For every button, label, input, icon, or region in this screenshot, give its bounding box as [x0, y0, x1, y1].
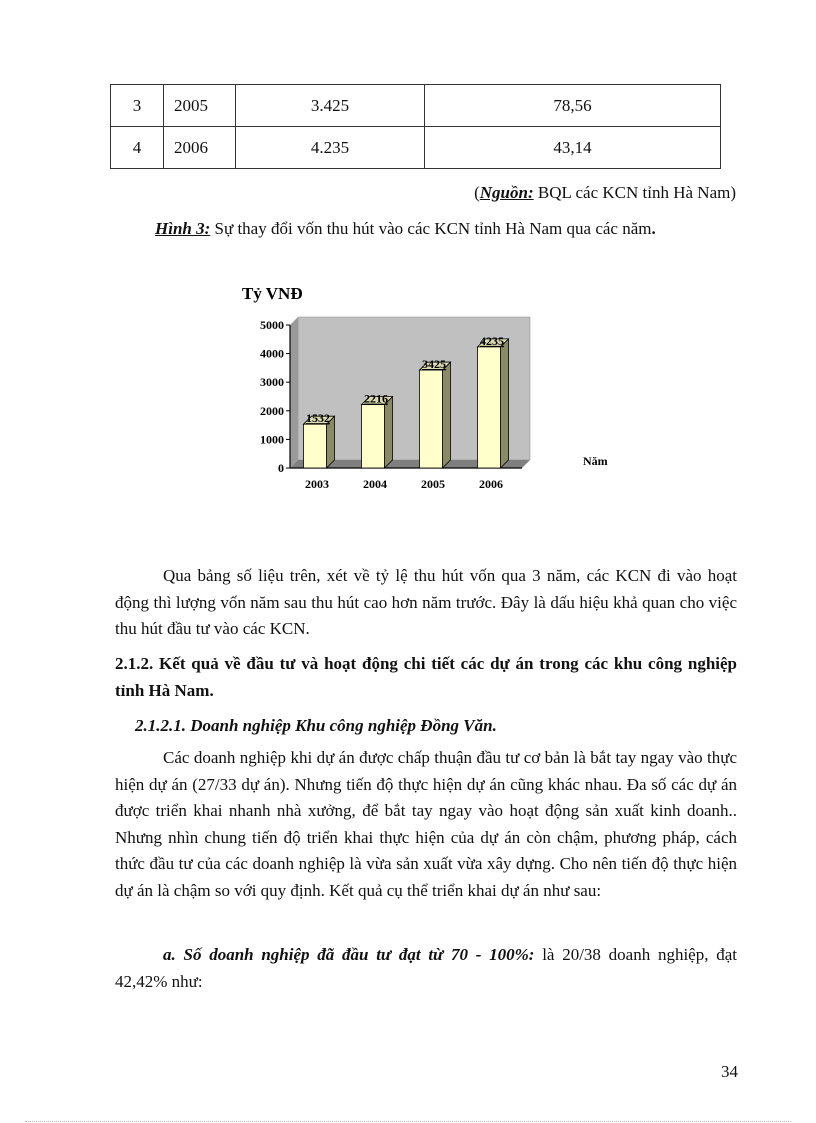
- bar-side: [443, 362, 451, 468]
- section-heading: 2.1.2. Kết quả về đầu tư và hoạt động chi tiết các dự án trong các khu công nghiệp tỉnh Hà Nam.: [115, 654, 737, 700]
- y-tick-label: 3000: [260, 375, 284, 390]
- paragraph-2: [115, 745, 737, 904]
- data-table: [110, 84, 721, 169]
- bar-side: [501, 339, 509, 468]
- cell-no: 3: [111, 85, 164, 127]
- cell-capital: 4.235: [236, 127, 425, 169]
- bar-side: [385, 397, 393, 468]
- source-open: (: [474, 183, 480, 202]
- source-text: BQL các KCN tỉnh Hà Nam): [533, 183, 736, 202]
- y-axis-label: Tỷ VNĐ: [242, 284, 303, 303]
- figure-caption: [155, 219, 656, 239]
- cell-no: 4: [111, 127, 164, 169]
- cell-rate: 78,56: [425, 85, 721, 127]
- cell-rate: 43,14: [425, 127, 721, 169]
- y-tick-label: 2000: [260, 403, 284, 418]
- y-tick-label: 0: [278, 461, 284, 475]
- body-text: Các doanh nghiệp khi dự án được chấp thuận đầu tư cơ bản là bắt tay ngay vào thực hiện dự án (27/33 dự án). Nhưng tiến độ thực hiện dự án cũng khác nhau. Đa số các dự án được triển khai nhanh nhà xưởng, để bắt tay ngay vào hoạt động sản xuất kinh doanh.. Nhưng nhìn chung tiến độ triển khai thực hiện của dự án còn chậm, phương pháp, cách thức đầu tư của các doanh nghiệp là vừa sản xuất vừa xây dựng. Cho nên tiến độ thực hiện dự án là chậm so với quy định. Kết quả cụ thể triển khai dự án như sau:: [115, 748, 737, 900]
- y-tick-label: 4000: [260, 346, 284, 361]
- y-tick-label: 5000: [260, 318, 284, 332]
- source-label: Nguồn:: [479, 183, 534, 202]
- bar: [478, 347, 501, 468]
- body-text: là 20/38 doanh nghiệp, đạt 42,42% như:: [115, 945, 737, 991]
- x-tick-label: 2004: [363, 477, 387, 491]
- data-label: 4235: [480, 333, 504, 348]
- data-label: 2216: [364, 391, 388, 406]
- x-axis-label: Năm: [583, 454, 608, 468]
- x-tick-label: 2006: [479, 477, 503, 491]
- page-divider: [25, 1121, 791, 1122]
- cell-capital: 3.425: [236, 85, 425, 127]
- bar: [362, 405, 385, 468]
- cell-year: 2005: [164, 85, 236, 127]
- bar: [420, 370, 443, 468]
- page-number: 34: [721, 1062, 738, 1081]
- cell-year: 2006: [164, 127, 236, 169]
- data-label: 3425: [422, 357, 446, 372]
- caption-end: .: [651, 219, 656, 238]
- paragraph-1: [115, 563, 737, 643]
- body-text: Qua bảng số liệu trên, xét về tỷ lệ thu hút vốn qua 3 năm, các KCN đi vào hoạt động thì lượng vốn năm sau thu hút cao hơn năm trước. Đây là dấu hiệu khả quan cho việc thu hút đầu tư vào các KCN.: [115, 566, 737, 638]
- list-heading: a. Số doanh nghiệp đã đầu tư đạt từ 70 - 100%:: [163, 945, 535, 964]
- x-tick-label: 2003: [305, 477, 329, 491]
- table-row: [111, 85, 721, 127]
- caption-label: Hình 3:: [155, 219, 211, 238]
- bar-chart: [230, 275, 650, 500]
- bar: [304, 424, 327, 468]
- y-tick-label: 1000: [260, 432, 284, 447]
- source-note: [474, 183, 736, 203]
- subsection-heading: 2.1.2.1. Doanh nghiệp Khu công nghiệp Đồng Văn.: [135, 716, 497, 735]
- x-tick-label: 2005: [421, 477, 445, 491]
- table-row: [111, 127, 721, 169]
- caption-text: Sự thay đổi vốn thu hút vào các KCN tỉnh Hà Nam qua các năm: [210, 219, 652, 238]
- data-label: 1532: [306, 411, 330, 426]
- paragraph-3: [115, 942, 737, 995]
- side-wall: [290, 317, 298, 468]
